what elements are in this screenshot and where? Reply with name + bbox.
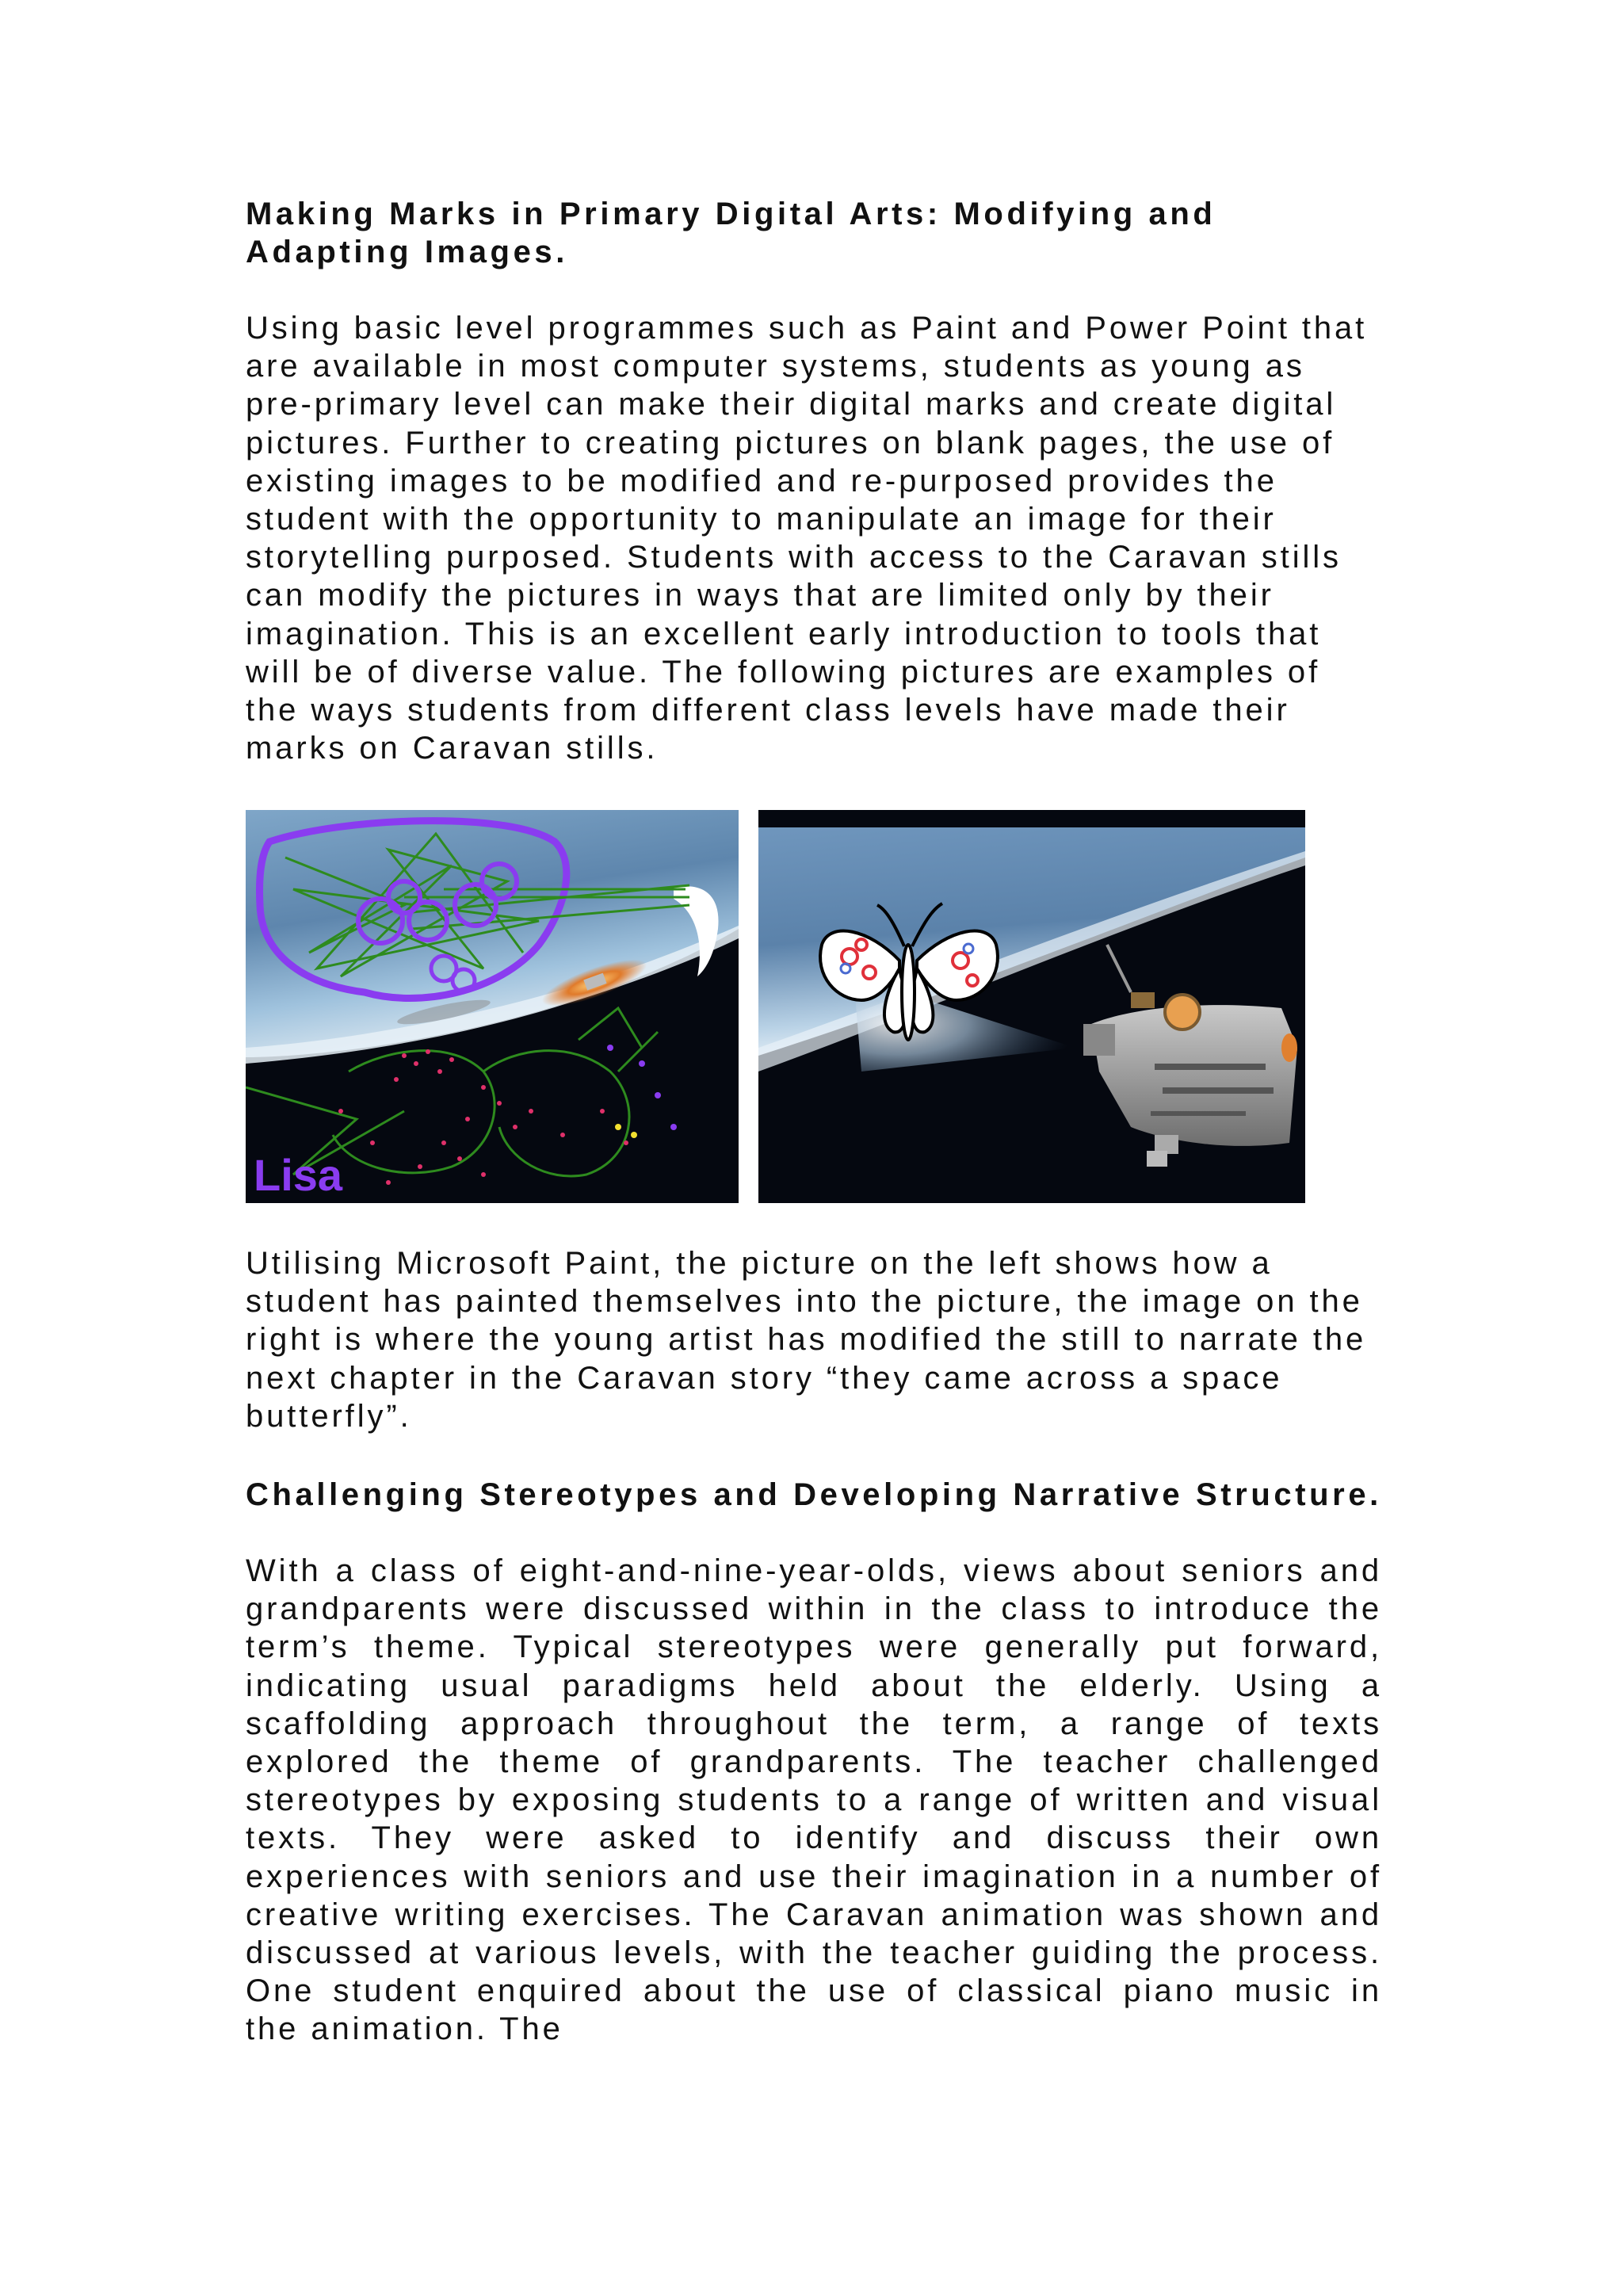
section-2-paragraph: With a class of eight-and-nine-year-olds, views about seniors and grandparents were discussed within in the class to introduce the term’s theme. Typical stereotypes were generally put forward, indicating usual paradigms held about the elderly. Using a scaffolding approach throughout the term, a range of texts explored the theme of grandparents. The teacher challenged stereotypes by exposing students to a range of written and visual texts. They were asked to identify and discuss their own experiences with seniors and use their imagination in a number of creative writing exercises. The Caravan animation was shown and discussed at various levels, with the teacher guiding the process. One student enquired about the use of classical piano music in the animation. The xyxy=(246,1553,1382,2047)
figure-caption: Utilising Microsoft Paint, the picture on the left shows how a student has painted themselves into the picture, the image on the right is where the young artist has modified the still to narrate the next chapter in the Caravan story “they came across a space butterfly”. xyxy=(246,1246,1367,1434)
left-figure-image xyxy=(246,810,739,1203)
section-1-paragraph: Using basic level programmes such as Paint and Power Point that are available in most computer systems, students as young as pre-primary level can make their digital marks and create digital pictures. Further to creating pictures on blank pages, the use of existing images to be modified and re-purposed provides the student with the opportunity to manipulate an image for their storytelling purposed. Students with access to the Caravan stills can modify the pictures in ways that are limited only by their imagination. This is an excellent early introduction to tools that will be of diverse value. The following pictures are examples of the ways students from different class levels have made their marks on Caravan stills. xyxy=(246,311,1368,766)
figure-caption-block xyxy=(246,1244,1382,1435)
student-paint-drawing-on-earth-still xyxy=(246,810,739,1203)
figure-drawn-name: Lisa xyxy=(254,1150,343,1200)
section-2 xyxy=(246,1476,1382,2049)
section-2-heading: Challenging Stereotypes and Developing Narrative Structure. xyxy=(246,1477,1382,1512)
right-figure-image xyxy=(758,810,1305,1203)
space-butterfly-drawing-with-spaceship xyxy=(758,810,1305,1203)
section-1-heading: Making Marks in Primary Digital Arts: Modifying and Adapting Images. xyxy=(246,197,1216,269)
figure-row xyxy=(246,810,1387,1206)
section-1 xyxy=(246,195,1382,767)
